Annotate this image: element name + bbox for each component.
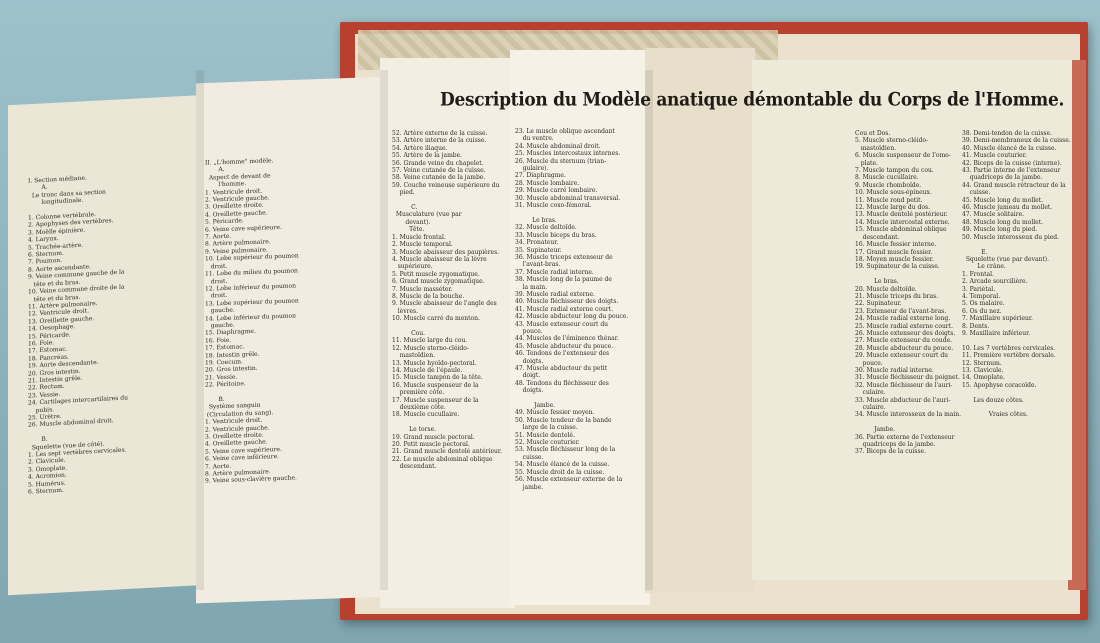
text-column-6: 38. Demi-tendon de la cuisse. 39. Demi-membraneux de la cuisse. 40. Muscle élancé de la cuisse. 41. Muscle couturier. 42. Biceps de la cuisse (interne). 43. Partie interne de l'extenseur quadriceps de la jambe. 44. Grand muscle rétracteur de la cuisse. 45. Muscle long du mollet. 46. Muscle jumeau du mollet. 47. Muscle solitaire. 48. Muscle long du mollet. 49. Muscle long du pied. 50. Muscle interosseux du pied. E. Squelette (vue par devant). Le crâne. 1. Frontal. 2. Arcade sourcilière. 3. Pariétal. 4. Temporal. 5. Os malaire. 6. Os du nez. 7. Maxillaire supérieur. 8. Dents. 9. Maxillaire inférieur. 10. Les 7 vertèbres cervicales. 11. Première vertèbre dorsale. 12. Sternum. 13. Clavicule. 14. Omoplate. 15. Apophyse coracoïde. Les douze côtes. Vraies côtes. (962, 130, 1071, 419)
fold-shadow (380, 70, 388, 590)
text-column-3: 52. Artère externe de la cuisse. 53. Artère interne de la cuisse. 54. Artère iliaque. 55. Artère de la jambe. 56. Grande veine du chapelet. 57. Veine cutanée de la cuisse. 58. Veine cutanée de la jambe. 59. Couche veineuse supérieure du pied. C. Musculature (vue par devant). Tête. 1. Muscle frontal. 2. Muscle temporal. 3. Muscle abaisseur des paupières. 4. Muscle abaisseur de la lèvre supérieure. 5. Petit muscle zygomatique. 6. Grand muscle zygomatique. 7. Muscle masséter. 8. Muscle de la bouche. 9. Muscle abaisseur de l'angle des lèvres. 10. Muscle carré du menton. Cou. 11. Muscle large du cou. 12. Muscle sterno-cléido- mastoïdien. 13. Muscle hyoïdo-pectoral. 14. Muscle de l'épaule. 15. Muscle tampon de la tête. 16. Muscle suspenseur de la première côte. 17. Muscle suspenseur de la deuxième côte. 18. Muscle cucullaire. Le torse. 19. Grand muscle pectoral. 20. Petit muscle pectoral. 21. Grand muscle dentelé antérieur. 22. Le muscle abdominal oblique descendant. (392, 130, 502, 471)
text-column-5: Cou et Dos. 5. Muscle sterno-cléido- mastoïdien. 6. Muscle suspenseur de l'omo- plate. 7. Muscle tampon du cou. 8. Muscle cucullaire. 9. Muscle rhomboïde. 10. Muscle sous-épineux. 11. Muscle rond petit. 12. Muscle large du dos. 13. Muscle dentelé postérieur. 14. Muscle intercostal externe. 15. Muscle abdominal oblique descendant. 16. Muscle fessier interne. 17. Grand muscle fessier. 18. Moyen muscle fessier. 19. Supinateur de la cuisse. Le bras. 20. Muscle deltoïde. 21. Muscle triceps du bras. 22. Supinateur. 23. Extenseur de l'avant-bras. 24. Muscle radial externe long. 25. Muscle radial externe court. 26. Muscle extenseur des doigts. 27. Muscle extenseur du coude. 28. Muscle abducteur du pouce. 29. Muscle extenseur court du pouce. 30. Muscle radial interne. 31. Muscle fléchisseur du poignet. 32. Muscle fléchisseur de l'auri- culaire. 33. Muscle abducteur de l'auri- culaire. 34. Muscle interosseux de la main. Jambe. 36. Partie externe de l'extenseur quadriceps de la jambe. 37. Biceps de la cuisse. (855, 130, 962, 456)
page-title: Description du Modèle anatique démontable du Corps de l'Homme. (440, 89, 1065, 111)
text-column-4: 23. Le muscle oblique ascendant du ventre. 24. Muscle abdominal droit. 25. Muscles intercostaux internes. 26. Muscle du sternum (trian- gulaire). 27. Diaphragme. 28. Muscle lombaire. 29. Muscle carré lombaire. 30. Muscle abdominal transversal. 31. Muscle coxo-fémoral. Le bras. 32. Muscle deltoïde. 33. Muscle biceps du bras. 34. Pronateur. 35. Supinateur. 36. Muscle triceps extenseur de l'avant-bras. 37. Muscle radial interne. 38. Muscle long de la paume de la main. 39. Muscle radial externe. 40. Muscle fléchisseur des doigts. 41. Muscle radial externe court. 42. Muscle abducteur long du pouce. 43. Muscle extenseur court du pouce. 44. Muscles de l'éminence thénar. 45. Muscle abducteur du pouce. 46. Tendons de l'extenseur des doigts. 47. Muscle abducteur du petit doigt. 48. Tendons du fléchisseur des doigts. Jambe. 49. Muscle fessier moyen. 50. Muscle tendeur de la bande large de la cuisse. 51. Muscle dentelé. 52. Muscle couturier. 53. Muscle fléchisseur long de la cuisse. 54. Muscle élancé de la cuisse. 55. Muscle droit de la cuisse. 56. Muscle extenseur externe de la jambe. (515, 128, 629, 491)
text-column-2: II. „L'homme" modèle. A. Aspect de devant de l'homme. 1. Ventricule droit. 2. Ventricule gauche. 3. Oreillette droite. 4. Oreillette gauche. 5. Péricarde. 6. Veine cave supérieure. 7. Aorte. 8. Artère pulmonaire. 9. Veine pulmonaire. 10. Lobe supérieur du poumon droit. 11. Lobe du milieu du poumon droit. 12. Lobe inférieur du poumon droit. 13. Lobe supérieur du poumon gauche. 14. Lobe inférieur du poumon gauche. 15. Diaphragme. 16. Foie. 17. Estomac. 18. Intestin grêle. 19. Coecum. 20. Gros intestin. 21. Vessie. 22. Péritoine. B. Système sanguin (Circulation du sang). 1. Ventricule droit. 2. Ventricule gauche. 3. Oreillette droite. 4. Oreillette gauche. 5. Veine cave supérieure. 6. Veine cave inférieure. 7. Aorte. 8. Artère pulmonaire. 9. Veine sous-clavière gauche. (205, 157, 299, 486)
text-column-1: I. Section médiane. A. Le tronc dans sa section longitudinale. 1. Colonne vertébrale. 2. Apophyses des vertèbres. 3. Moëlle épinière. 4. Larynx. 5. Trachée-artère. 6. Sternum. 7. Poumon. 8. Aorte ascendante. 9. Veine commune gauche de la tête et du bras. 10. Veine commune droite de la tête et du bras. 11. Artère pulmonaire. 12. Ventricule droit. 13. Oreillette gauche. 14. Oesophage. 15. Péricarde. 16. Foie. 17. Estomac. 18. Pancréas. 19. Aorte descendante. 20. Gros intestin. 21. Intestin grêle. 22. Rectum. 23. Vessie. 24. Cartilages intercartilaires du pubis. 25. Urètre. 26. Muscle abdominal droit. B. Squelette (vue de côté). 1. Les sept vertèbres cervicales. 2. Clavicule. 3. Omoplate. 4. Acromion. 5. Humérus. 6. Sternum. (28, 174, 128, 496)
sheet-panel-5 (645, 48, 755, 593)
fold-shadow (196, 70, 204, 590)
fold-shadow (645, 70, 653, 590)
